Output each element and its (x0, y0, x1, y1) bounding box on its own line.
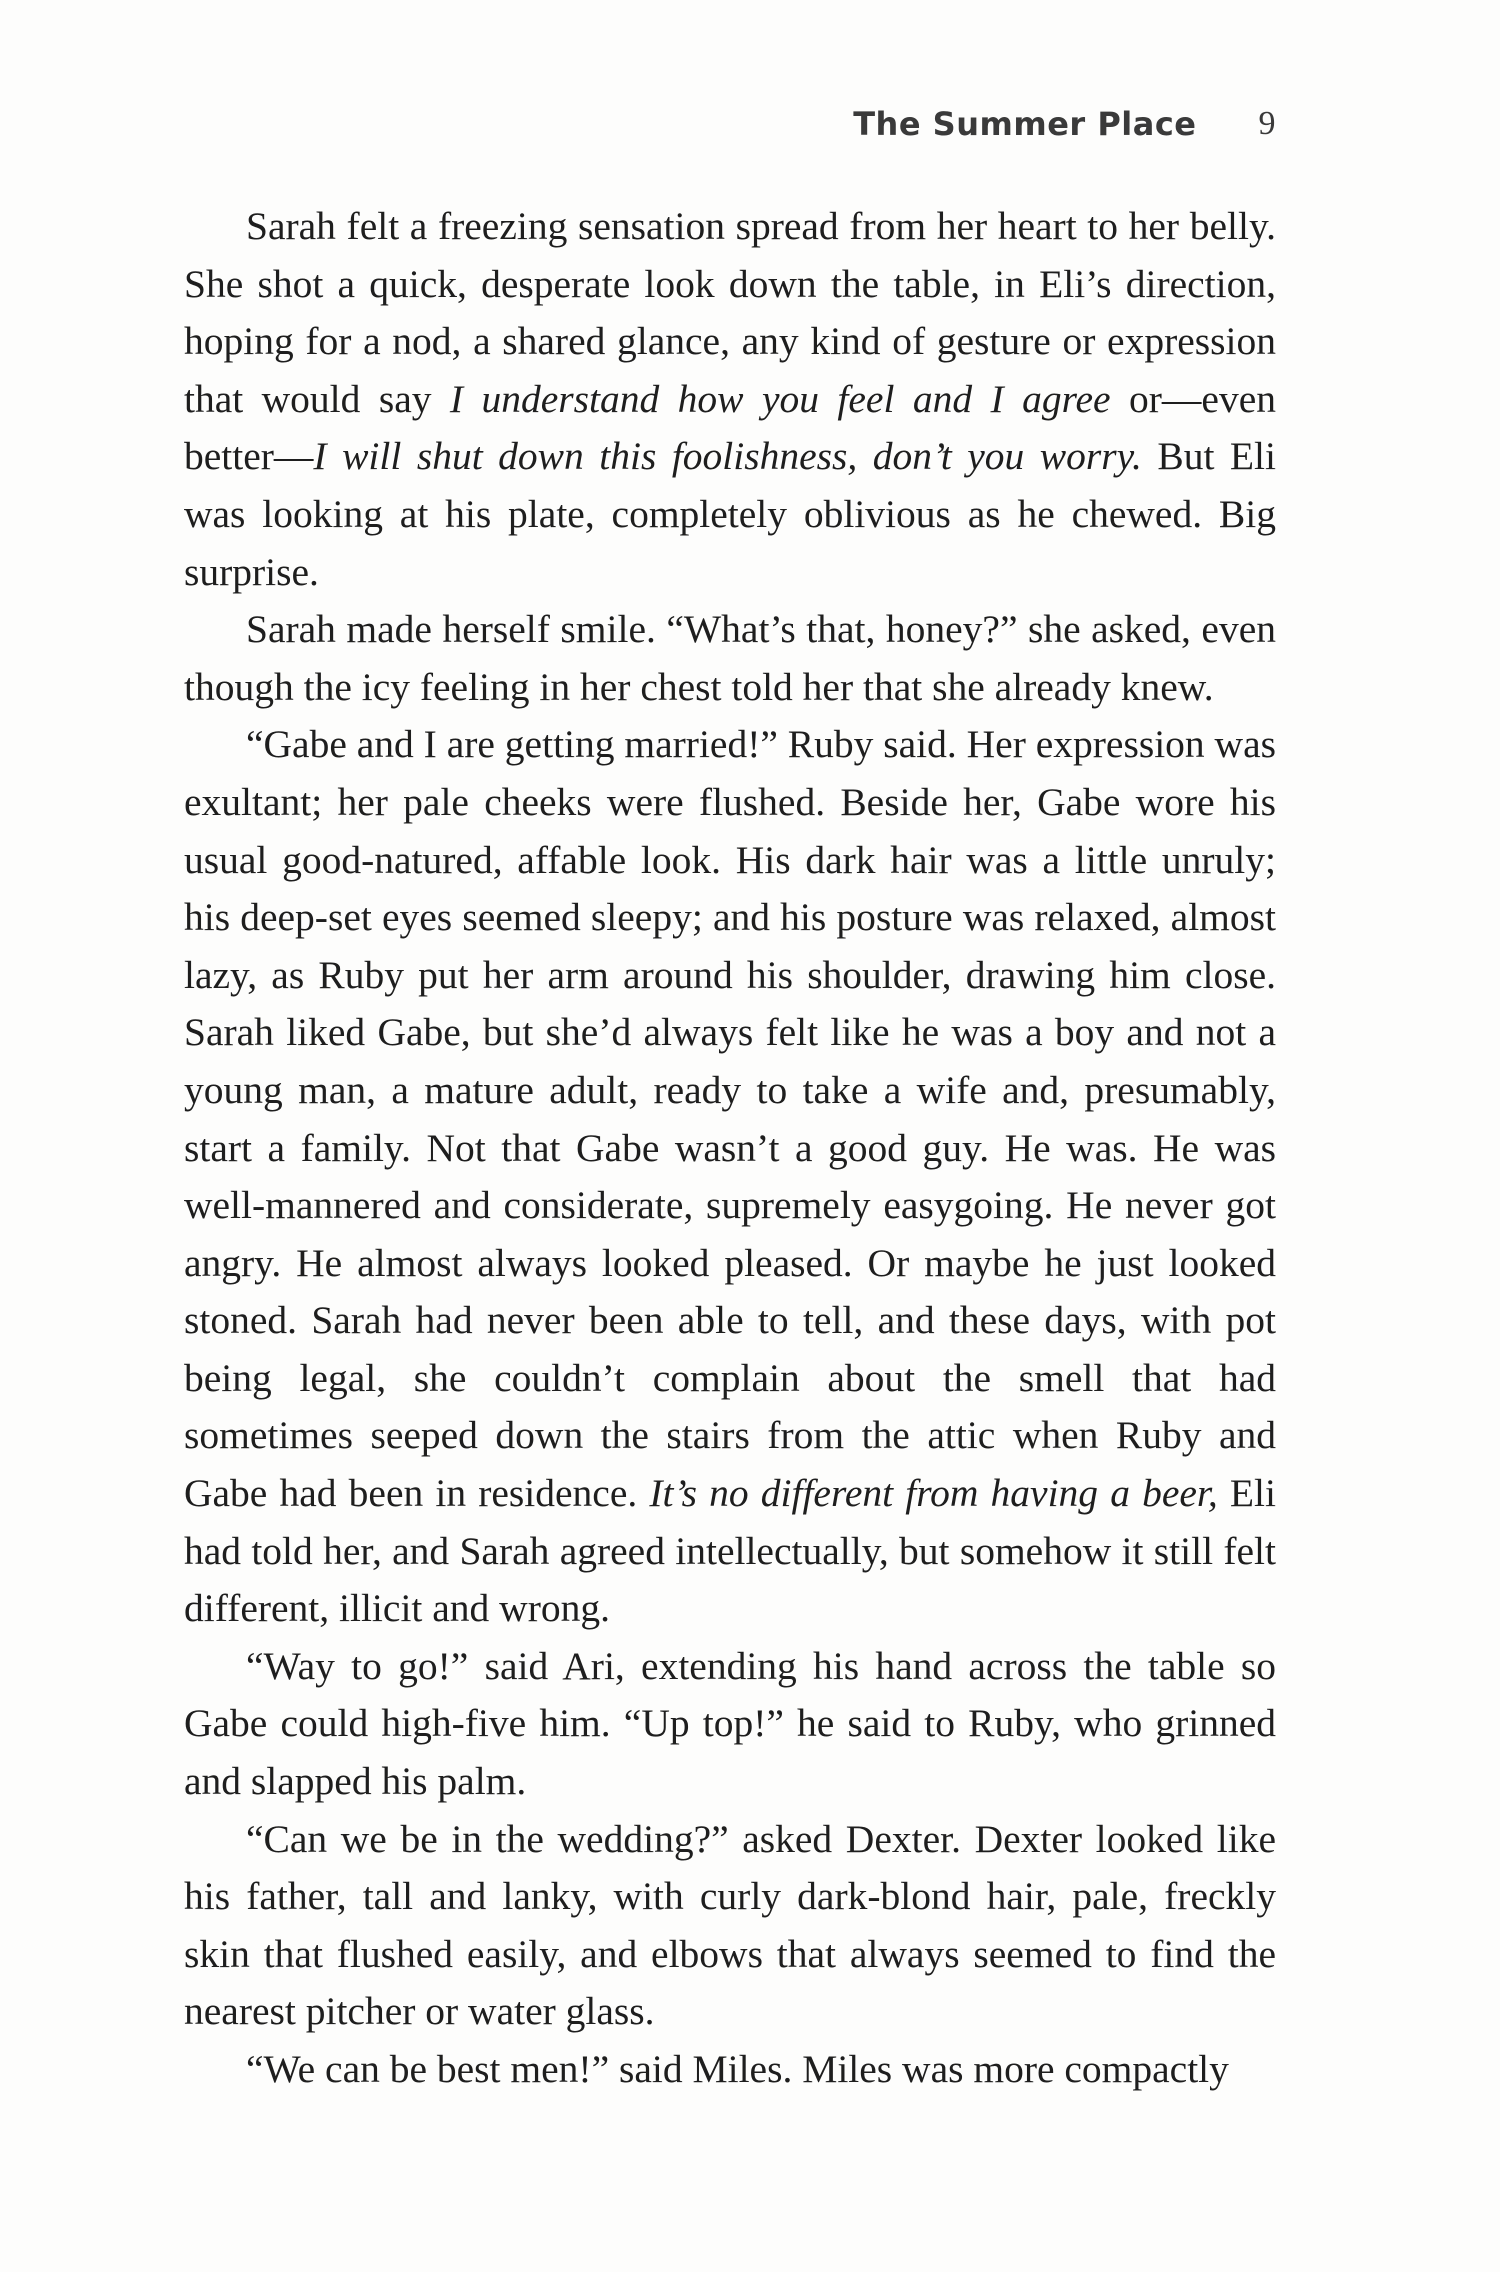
text-run: “Can we be in the wedding?” asked Dexter. Dexter looked like his father, tall and lanky, with curly dark-blond hair, pale, freckly skin that flushed easily, and elbows that always seemed to find the nearest pitcher or water glass. (184, 1816, 1276, 2034)
paragraph (184, 716, 1276, 1638)
text-run: Eli had told her, and Sarah agreed intellectually, but somehow it still felt different, illicit and wrong. (184, 1471, 1277, 1631)
text-run: or—even better— (184, 376, 1276, 479)
paragraph (184, 601, 1276, 716)
italic-thought: I will shut down this foolishness, don’t you worry. (313, 434, 1142, 479)
text-run: “Gabe and I are getting married!” Ruby said. Her expression was exultant; her pale cheeks were flushed. Beside her, Gabe wore his usual good-natured, affable look. His dark hair was a little unruly; his deep-set eyes seemed sleepy; and his posture was relaxed, almost lazy, as Ruby put her arm around his shoulder, drawing him close. Sarah liked Gabe, but she’d always felt like he was a boy and not a young man, a mature adult, ready to take a wife and, presumably, start a family. Not that Gabe wasn’t a good guy. He was. He was well-mannered and considerate, supremely easygoing. He never got angry. He almost always looked pleased. Or maybe he just looked stoned. Sarah had never been able to tell, and these days, with pot being legal, she couldn’t complain about the smell that had sometimes seeped down the stairs from the attic when Ruby and Gabe had been in residence. (184, 722, 1276, 1516)
paragraph (184, 198, 1276, 601)
running-header (184, 96, 1276, 152)
text-run: Sarah felt a freezing sensation spread from her heart to her belly. She shot a quick, desperate look down the table, in Eli’s direction, hoping for a nod, a shared glance, any kind of gesture or expression that would say (184, 204, 1276, 421)
paragraph (184, 2041, 1276, 2099)
page-number: 9 (1258, 105, 1276, 142)
text-run: But Eli was looking at his plate, completely oblivious as he chewed. Big surprise. (184, 434, 1276, 594)
body-text (184, 198, 1276, 2099)
text-run: “We can be best men!” said Miles. Miles was more compactly (246, 2047, 1229, 2091)
italic-thought: I understand how you feel and I agree (449, 376, 1111, 421)
text-run: “Way to go!” said Ari, extending his hand across the table so Gabe could high-five him. “Up top!” he said to Ruby, who grinned and slapped his palm. (184, 1643, 1276, 1804)
book-title: The Summer Place (853, 105, 1197, 143)
paragraph (184, 1638, 1276, 1811)
italic-quote: It’s no different from having a beer, (649, 1471, 1218, 1516)
text-run: Sarah made herself smile. “What’s that, honey?” she asked, even though the icy feeling in her chest told her that she already knew. (184, 607, 1276, 709)
paragraph (184, 1811, 1276, 2041)
